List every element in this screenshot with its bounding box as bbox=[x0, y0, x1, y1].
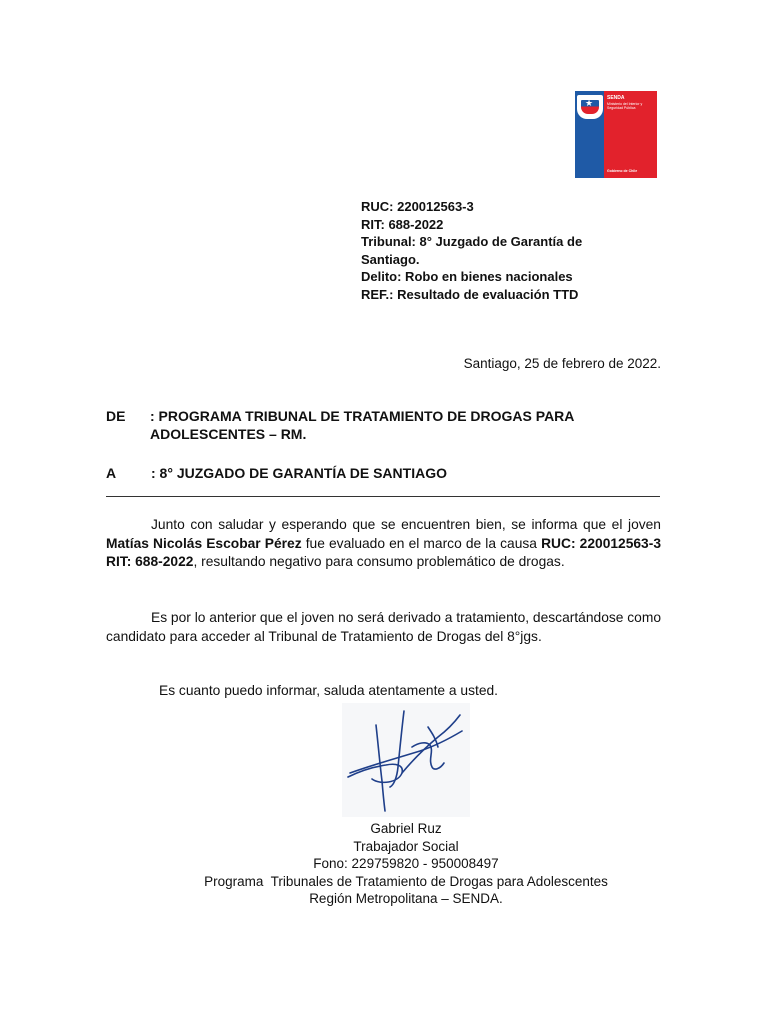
to-label: A bbox=[106, 465, 117, 481]
youth-name: Matías Nicolás Escobar Pérez bbox=[106, 535, 302, 551]
delito-line: Delito: Robo en bienes nacionales bbox=[361, 269, 573, 284]
handwritten-signature bbox=[342, 703, 470, 817]
signer-region: Región Metropolitana – SENDA. bbox=[309, 891, 503, 906]
logo-blue-panel bbox=[575, 91, 604, 178]
ref-line: REF.: Resultado de evaluación TTD bbox=[361, 286, 579, 302]
p1-text-b: fue evaluado en el marco de la causa bbox=[301, 535, 542, 551]
logo-footer: Gobierno de Chile bbox=[607, 169, 638, 173]
to-text: : 8° JUZGADO DE GARANTÍA DE SANTIAGO bbox=[151, 465, 447, 481]
signer-phone: Fono: 229759820 - 950008497 bbox=[313, 856, 499, 871]
ruc-line: RUC: 220012563-3 bbox=[361, 199, 474, 214]
logo-red-panel bbox=[604, 91, 657, 178]
tribunal-line-cont: Santiago. bbox=[361, 251, 420, 267]
from-text: : PROGRAMA TRIBUNAL DE TRATAMIENTO DE DROGAS PARA ADOLESCENTES – RM. bbox=[150, 408, 574, 442]
signature-block bbox=[106, 820, 706, 908]
date-line: Santiago, 25 de febrero de 2022. bbox=[463, 356, 661, 371]
from-label: DE bbox=[106, 408, 126, 424]
p2-text: Es por lo anterior que el joven no será derivado a tratamiento, descartándose como candidato para acceder al Tribunal de Tratamiento de Drogas del 8°jgs. bbox=[106, 610, 662, 644]
body-paragraph-1 bbox=[106, 516, 661, 572]
senda-logo bbox=[575, 91, 657, 178]
p1-text-a: Junto con saludar y esperando que se encuentren bien, se informa que el joven bbox=[151, 517, 661, 532]
header-divider bbox=[106, 496, 660, 497]
body-paragraph-2 bbox=[106, 609, 661, 646]
signer-name: Gabriel Ruz bbox=[370, 821, 442, 836]
logo-subtitle: Ministerio del Interior y Seguridad Pública bbox=[607, 102, 643, 110]
closing-line: Es cuanto puedo informar, saluda atentamente a usted. bbox=[159, 683, 499, 698]
signer-program: Programa Tribunales de Tratamiento de Drogas para Adolescentes bbox=[204, 873, 608, 889]
case-numbers: RUC: 220012563-3 RIT: 688-2022 bbox=[106, 535, 661, 569]
tribunal-line: Tribunal: 8° Juzgado de Garantía de bbox=[361, 234, 583, 249]
rit-line: RIT: 688-2022 bbox=[361, 216, 444, 232]
signer-role: Trabajador Social bbox=[353, 838, 459, 854]
reference-block bbox=[361, 198, 651, 303]
p1-text-c: , resultando negativo para consumo problemático de drogas. bbox=[193, 554, 565, 569]
logo-org: SENDA bbox=[607, 95, 625, 101]
coat-of-arms-icon: ★ bbox=[577, 95, 603, 119]
